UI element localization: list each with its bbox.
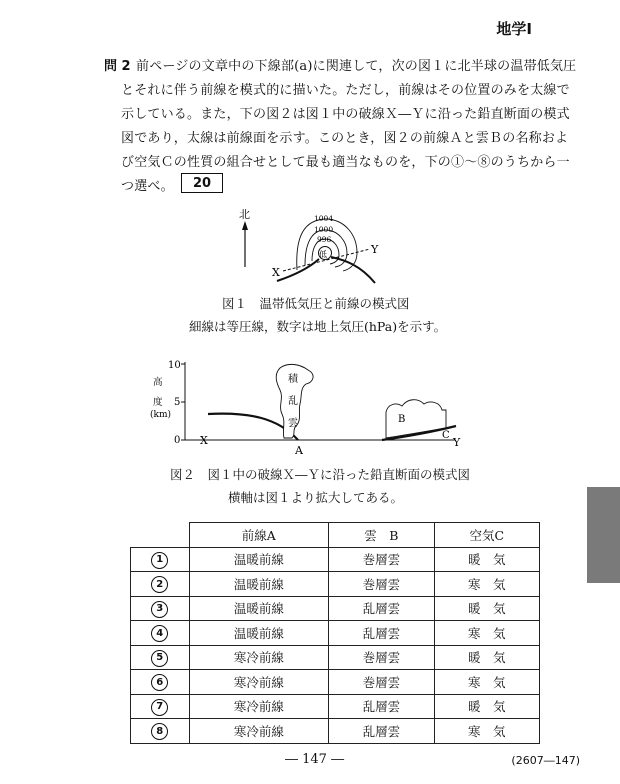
figure2-diagram [150,352,480,457]
figure1-diagram [225,205,395,287]
question-text-line: 示している。また，下の図２は図１中の破線Ｘ―Ｙに沿った鉛直断面の模式 [121,107,570,122]
choice-number-cell [131,645,190,670]
question-number: 問 2 [104,59,131,74]
figure1-y-label: Y [371,243,379,256]
front-cell: 温暖前線 [189,621,329,646]
ylabel-line: 高 [153,377,163,388]
answer-choices-table [130,522,540,744]
isobar-label-1004: 1004 [314,214,334,223]
cloud-label-char: 雲 [288,418,298,429]
ytick-5: 5 [174,397,181,408]
table-row[interactable] [131,547,540,572]
front-cell: 寒冷前線 [189,719,329,744]
choice-number-cell [131,719,190,744]
label-b: B [398,414,406,425]
cloud-cell: 巻層雲 [329,572,434,597]
air-cell: 暖 気 [434,547,539,572]
air-cell: 暖 気 [434,645,539,670]
table-row[interactable] [131,572,540,597]
cloud-cell: 乱層雲 [329,719,434,744]
question-text-line: び空気Ｃの性質の組合せとして最も適当なものを，下の①～⑧のうちから一 [121,155,570,170]
isobar-label-1000: 1000 [314,225,334,234]
cloud-label-char: 積 [288,374,298,385]
choice-number: 8 [151,723,168,740]
ytick-10: 10 [168,360,181,371]
column-header-cloud: 雲 B [329,523,434,548]
front-cell: 温暖前線 [189,572,329,597]
ylabel-line: (km) [150,410,172,420]
table-row[interactable] [131,670,540,695]
air-cell: 寒 気 [434,572,539,597]
column-header-front: 前線A [189,523,329,548]
air-cell: 暖 気 [434,596,539,621]
figure2-y-label: Y [453,436,461,449]
cloud-b [386,400,446,438]
cloud-cell: 巻層雲 [329,670,434,695]
front-cell: 温暖前線 [189,596,329,621]
table-row[interactable] [131,621,540,646]
figure2-x-label: X [200,434,208,447]
air-cell: 暖 気 [434,694,539,719]
label-a: A [295,444,303,457]
cloud-cell: 乱層雲 [329,694,434,719]
front-cell: 温暖前線 [189,547,329,572]
figure2-caption: 図２ 図１中の破線Ｘ―Ｙに沿った鉛直断面の模式図 [170,467,471,482]
answer-number-box: 20 [181,173,223,193]
question-text-line: つ選べ。 [121,179,174,194]
choice-number: 3 [151,601,168,618]
figure1-x-label: X [272,266,280,279]
cloud-cell: 巻層雲 [329,645,434,670]
choice-number-cell [131,670,190,695]
question-text-line: 図であり，太線は前線面を示す。このとき，図２の前線Ａと雲Ｂの名称およ [121,131,569,146]
choice-number: 1 [151,552,168,569]
table-row[interactable] [131,719,540,744]
cloud-cell: 巻層雲 [329,547,434,572]
choice-number-cell [131,694,190,719]
isobar-label-996: 996 [317,235,332,244]
table-row[interactable] [131,596,540,621]
choice-number-cell [131,621,190,646]
north-label: 北 [239,208,250,221]
choice-number: 4 [151,625,168,642]
air-cell: 寒 気 [434,670,539,695]
front-cell: 寒冷前線 [189,670,329,695]
choice-number-cell [131,547,190,572]
cloud-label-char: 乱 [288,396,298,407]
document-code: (2607―147) [511,754,580,767]
front-cell: 寒冷前線 [189,694,329,719]
choice-number: 6 [151,674,168,691]
warm-front-line [331,257,375,283]
section-tab-marker [587,487,620,583]
page-number: ― 147 ― [285,752,345,767]
label-c: C [442,430,450,441]
north-arrowhead-icon [242,221,248,230]
ylabel-line: 度 [153,397,163,408]
choice-number: 5 [151,650,168,667]
choice-number-cell [131,572,190,597]
column-header-air: 空気C [434,523,539,548]
subject-title: 地学Ⅰ [496,20,532,38]
table-row[interactable] [131,645,540,670]
table-row[interactable] [131,694,540,719]
figure1-caption: 図１ 温帯低気圧と前線の模式図 [222,296,410,311]
cloud-cell: 乱層雲 [329,596,434,621]
front-cell: 寒冷前線 [189,645,329,670]
air-cell: 寒 気 [434,719,539,744]
figure1-note: 細線は等圧線，数字は地上気圧(hPa)を示す。 [189,319,447,334]
question-text-line: とそれに伴う前線を模式的に描いた。ただし，前線はその位置のみを太線で [121,83,570,98]
cold-front-line [277,259,319,281]
choice-number-cell [131,596,190,621]
table-corner-cell [131,523,190,548]
air-cell: 寒 気 [434,621,539,646]
choice-number: 7 [151,699,168,716]
ytick-0: 0 [174,435,181,446]
question-text-line: 前ページの文章中の下線部(a)に関連して，次の図１に北半球の温帯低気圧 [136,59,577,74]
figure2-note: 横軸は図１より拡大してある。 [228,490,404,505]
choice-number: 2 [151,576,168,593]
low-label: 低 [319,250,327,259]
cloud-cell: 乱層雲 [329,621,434,646]
table-header-row [131,523,540,548]
